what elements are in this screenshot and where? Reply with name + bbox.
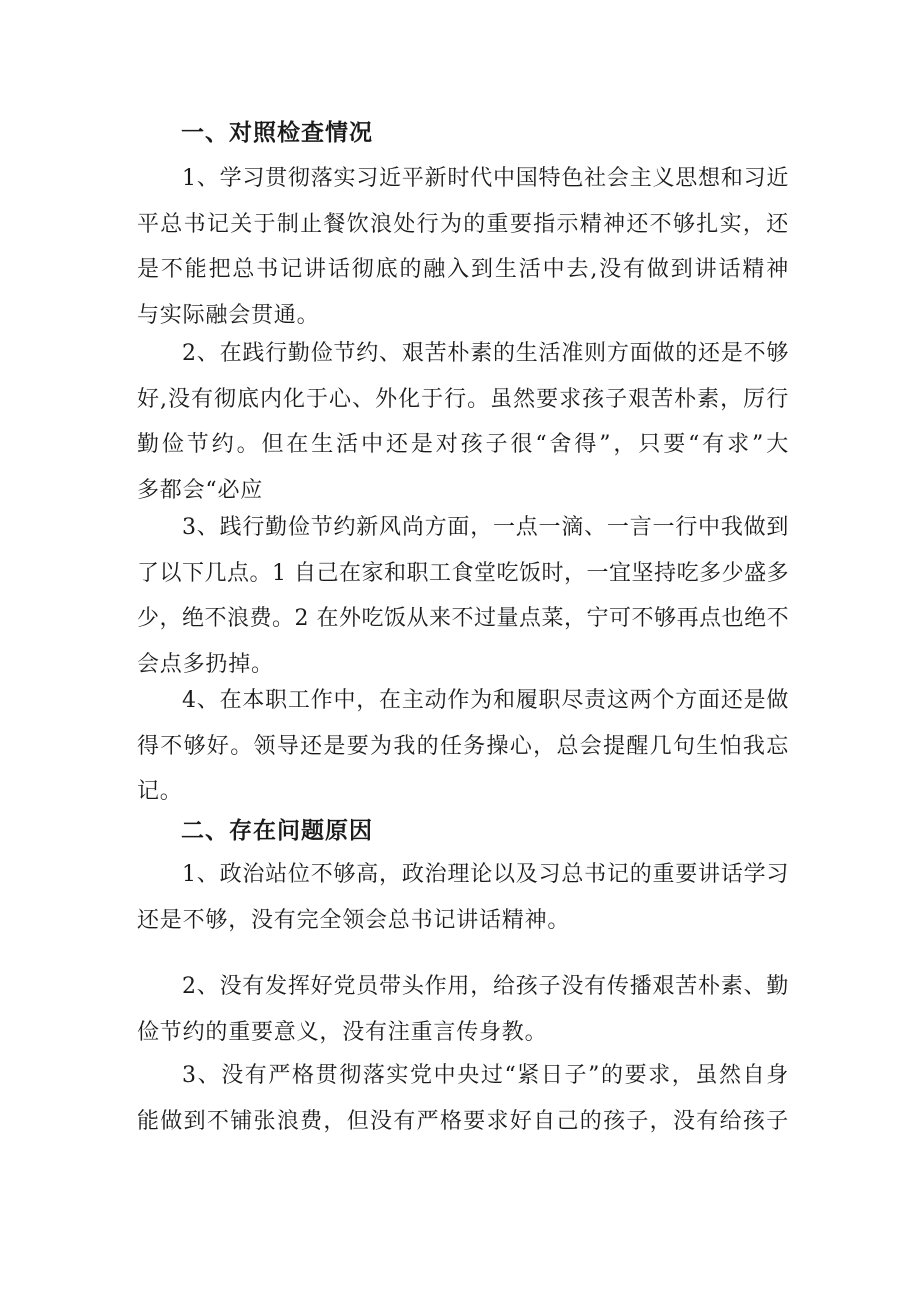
paragraph-line: 少，绝不浪费。2 在外吃饭从来不过量点菜，宁可不够再点也绝不 [137,606,789,631]
paragraph-line: 3、践行勤俭节约新风尚方面，一点一滴、一言一行中我做到 [182,515,789,540]
paragraph-line: 与实际融会贯通。 [137,302,320,328]
paragraph-line: 还是不够，没有完全领会总书记讲话精神。 [137,907,571,933]
paragraph-1-3 [137,505,789,687]
paragraph-line: 4、在本职工作中，在主动作为和履职尽责这两个方面还是做 [182,688,789,713]
paragraph-line: 勤俭节约。但在生活中还是对孩子很“舍得”，只要“有求”大 [137,432,789,457]
paragraph-2-3 [137,1053,789,1144]
paragraph-line: 了以下几点。1 自己在家和职工食堂吃饭时，一宜坚持吃多少盛多 [137,560,789,586]
paragraph-line: 能做到不铺张浪费，但没有严格要求好自己的孩子，没有给孩子 [137,1108,789,1134]
paragraph-line: 得不够好。领导还是要为我的任务操心，总会提醒几句生怕我忘 [137,733,789,759]
paragraph-line: 2、没有发挥好党员带头作用，给孩子没有传播艰苦朴素、勤 [182,974,789,999]
paragraph-1-1 [137,156,789,338]
paragraph-2-2 [137,964,789,1055]
paragraph-line: 1、学习贯彻落实习近平新时代中国特色社会主义思想和习近 [182,166,789,191]
paragraph-line: 是不能把总书记讲话彻底的融入到生活中去,没有做到讲话精神 [137,257,789,282]
paragraph-line: 多都会“必应 [137,477,264,503]
paragraph-2-1 [137,852,789,943]
paragraph-line: 记。 [137,779,183,804]
paragraph-line: 2、在践行勤俭节约、艰苦朴素的生活准则方面做的还是不够 [182,341,789,366]
paragraph-line: 会点多扔掉。 [137,651,274,677]
section-heading-2: 二、存在问题原因 [181,818,373,844]
paragraph-line: 1、政治站位不够高，政治理论以及习总书记的重要讲话学习 [182,862,789,887]
paragraph-1-2 [137,331,789,513]
paragraph-line: 平总书记关于制止餐饮浪处行为的重要指示精神还不够扎实，还 [137,211,789,237]
paragraph-line: 俭节约的重要意义，没有注重言传身教。 [137,1019,548,1045]
paragraph-line: 3、没有严格贯彻落实党中央过“紧日子”的要求，虽然自身 [182,1063,789,1088]
paragraph-line: 好,没有彻底内化于心、外化于行。虽然要求孩子艰苦朴素，厉行 [137,386,789,412]
paragraph-1-4 [137,678,789,815]
section-heading-1: 一、对照检查情况 [181,120,373,146]
